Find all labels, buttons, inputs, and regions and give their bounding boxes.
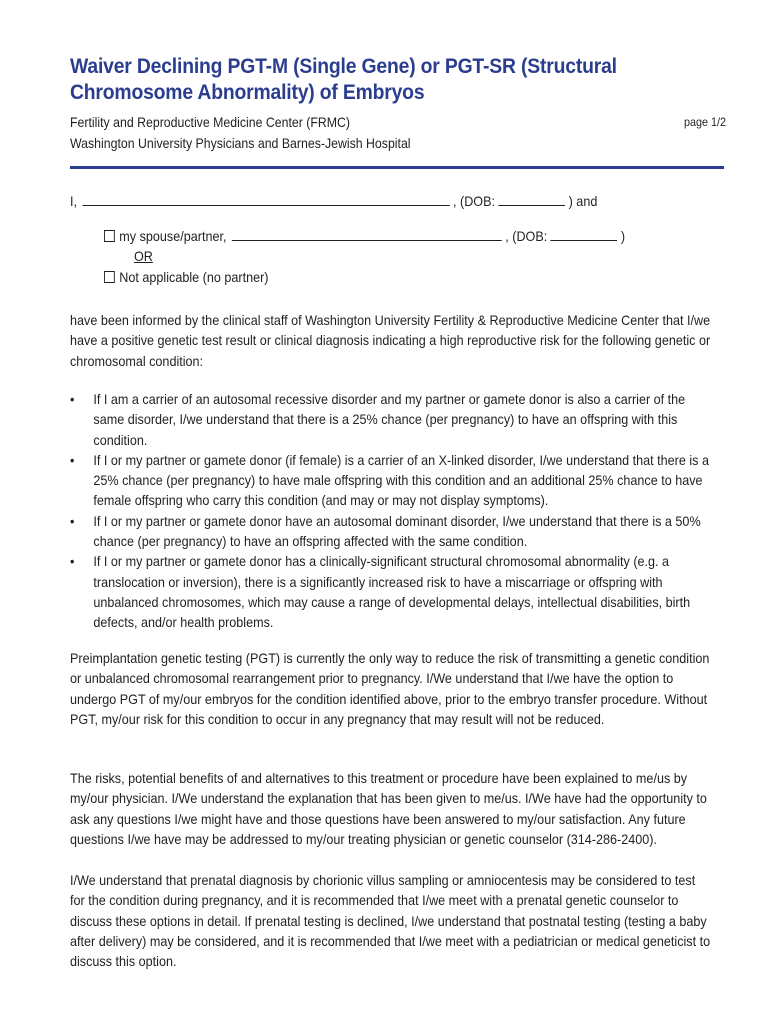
spouse-dob-close: ) bbox=[620, 228, 626, 244]
list-item bbox=[70, 450, 714, 511]
list-item bbox=[70, 551, 714, 632]
spouse-dob-field[interactable] bbox=[551, 226, 618, 241]
bullet-dot: • bbox=[70, 512, 75, 529]
title-line-2: Chromosome Abnormality) of Embryos bbox=[70, 80, 425, 104]
risk-bullet-list bbox=[70, 389, 770, 633]
bullet-text: If I or my partner or gamete donor has a clinically-significant structural chromosomal abnormality (e.g. a translocation or inversion), there is a significantly increased risk to have a miscarriage or offspring with unbalanced chromosomes, which may cause a range of developmental delays, intellectual disabilities, birth defects, and/or health problems. bbox=[93, 553, 691, 631]
patient-name-field[interactable] bbox=[82, 191, 449, 206]
bullet-text: If I or my partner or gamete donor have an autosomal dominant disorder, I/we understand that there is a 50% chance (per pregnancy) to have an offspring affected with the same condition. bbox=[93, 512, 701, 550]
spouse-label: my spouse/partner, bbox=[119, 228, 227, 244]
title-line-1: Waiver Declining PGT-M (Single Gene) or PGT-SR (Structural bbox=[70, 54, 617, 78]
or-label: OR bbox=[134, 248, 153, 264]
and-label: ) and bbox=[568, 193, 598, 209]
list-item bbox=[70, 511, 714, 552]
risks-paragraph: The risks, potential benefits of and alternatives to this treatment or procedure have been explained to me/us by my/our physician. I/We understand the explanation that has been given to me/us. I/We have had the opportunity to ask any questions I/we might have and those questions have been answered to my/our satisfaction. Any future questions I/we have may be addressed to my/our treating physician or genetic counselor (314-286-2400). bbox=[70, 770, 707, 847]
pgt-paragraph: Preimplantation genetic testing (PGT) is currently the only way to reduce the risk of transmitting a genetic condition or unbalanced chromosomal rearrangement prior to pregnancy. I/We understand that I/we have the option to undergo PGT of my/our embryos for the condition identified above, prior to the embryo transfer procedure. Without PGT, my/our risk for this condition to occur in any pregnancy that may result will not be reduced. bbox=[70, 650, 710, 727]
spouse-checkbox[interactable] bbox=[104, 230, 115, 242]
patient-line bbox=[70, 191, 597, 211]
bullet-dot: • bbox=[70, 391, 75, 407]
bullet-dot: • bbox=[70, 451, 75, 468]
bullet-dot: • bbox=[70, 553, 75, 570]
list-item bbox=[70, 389, 714, 450]
i-label: I, bbox=[70, 193, 78, 209]
page-number: page 1/2 bbox=[684, 115, 727, 129]
bullet-text: If I or my partner or gamete donor (if female) is a carrier of an X-linked disorder, I/we understand that there is a 25% chance (per pregnancy) to have male offspring with this condition and an additional 25% chance to have female offspring who carry this condition (and may or may not display symptoms). bbox=[93, 451, 709, 509]
bullet-text: If I am a carrier of an autosomal recessive disorder and my partner or gamete donor is also a carrier of the same disorder, I/we understand that there is a 25% chance (per pregnancy) to have an offspring with this condition. bbox=[93, 391, 686, 448]
organization-block bbox=[70, 112, 411, 154]
spouse-name-field[interactable] bbox=[232, 226, 502, 241]
spouse-dob-label: , (DOB: bbox=[505, 228, 548, 244]
not-applicable-line bbox=[104, 267, 268, 287]
spouse-line bbox=[104, 226, 625, 246]
intro-paragraph: have been informed by the clinical staff of Washington University Fertility & Reproductive Medicine Center that I/we have a positive genetic test result or clinical diagnosis indicating a high reproductive risk for the following genetic or chromosomal condition: bbox=[70, 312, 711, 369]
page-title bbox=[70, 53, 646, 105]
prenatal-paragraph: I/We understand that prenatal diagnosis by chorionic villus sampling or amniocentesis may be considered to test for the condition during pregnancy, and it is recommended that I/we meet with a prenatal genetic counselor to discuss these options in detail. If prenatal testing is declined, I/we understand that postnatal testing (testing a baby after delivery) may be considered, and it is recommended that I/we meet with a pediatrician or medical geneticist to discuss this option. bbox=[70, 872, 711, 970]
header-divider bbox=[70, 166, 724, 169]
not-applicable-checkbox[interactable] bbox=[104, 271, 115, 283]
org-line-1: Fertility and Reproductive Medicine Center (FRMC) bbox=[70, 114, 351, 130]
dob-label: , (DOB: bbox=[453, 193, 496, 209]
not-applicable-label: Not applicable (no partner) bbox=[119, 269, 269, 285]
org-line-2: Washington University Physicians and Barnes-Jewish Hospital bbox=[70, 135, 411, 151]
patient-dob-field[interactable] bbox=[499, 191, 566, 206]
